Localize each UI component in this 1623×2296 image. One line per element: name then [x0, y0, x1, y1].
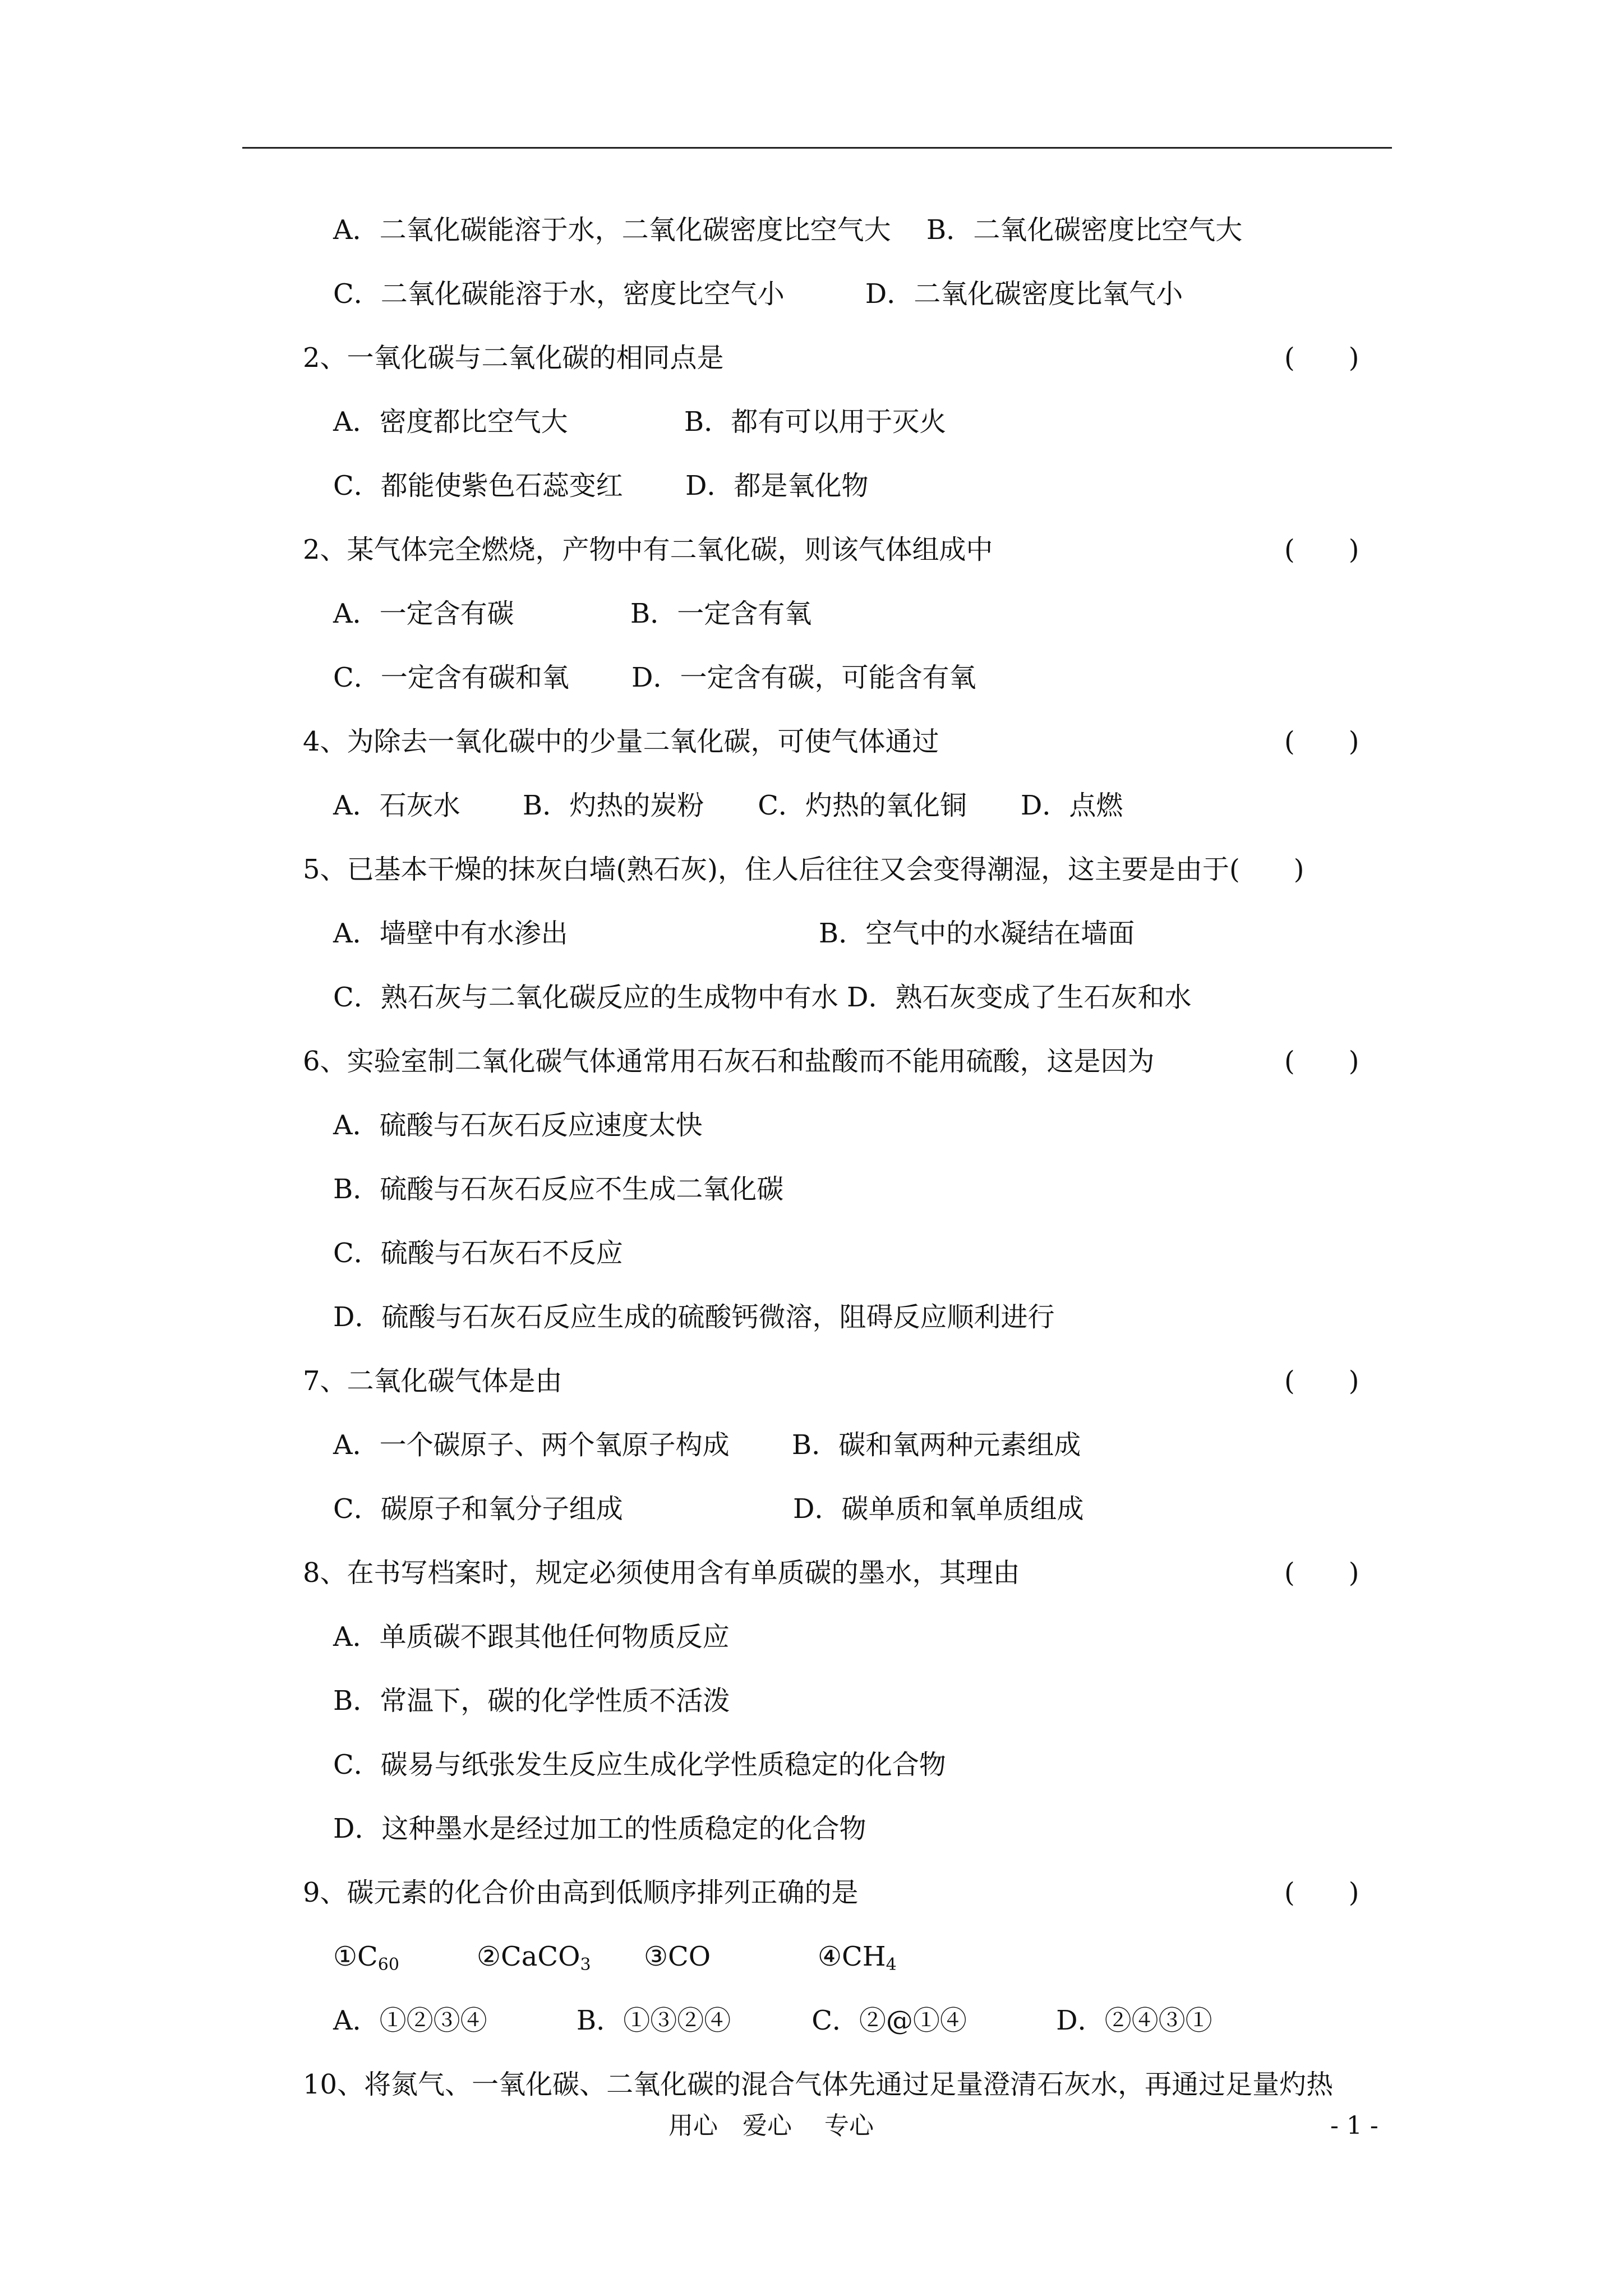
- question-8: 8、在书写档案时，规定必须使用含有单质碳的墨水，其理由: [303, 1557, 1020, 1589]
- answer-blank: ( ): [1284, 342, 1359, 374]
- option-line: B．常温下，碳的化学性质不活泼: [333, 1685, 730, 1717]
- option-line: C．硫酸与石灰石不反应: [333, 1237, 623, 1269]
- answer-blank: ( ): [1284, 534, 1359, 565]
- question-10: 10、将氮气、一氧化碳、二氧化碳的混合气体先通过足量澄清石灰水，再通过足量灼热: [303, 2069, 1334, 2100]
- question-7: 7、二氧化碳气体是由: [303, 1365, 562, 1397]
- option-line: A．密度都比空气大 B．都有可以用于灭火: [333, 406, 947, 438]
- answer-blank: ( ): [1284, 1365, 1359, 1397]
- footer-motto: 用心 爱心 专心: [668, 2111, 874, 2140]
- question-2b: 2、某气体完全燃烧，产物中有二氧化碳，则该气体组成中: [303, 534, 993, 565]
- option-line: A．一定含有碳 B．一定含有氧: [333, 598, 812, 629]
- formula-item: ③CO: [644, 1941, 711, 1972]
- option-line-q1-cd: C．二氧化碳能溶于水，密度比空气小 D．二氧化碳密度比氧气小: [333, 278, 1183, 310]
- option-line: A．石灰水 B．灼热的炭粉 C．灼热的氧化铜 D．点燃: [333, 790, 1123, 821]
- option-line: A．墙壁中有水渗出 B．空气中的水凝结在墙面: [333, 918, 1135, 949]
- option-line: C．熟石灰与二氧化碳反应的生成物中有水 D．熟石灰变成了生石灰和水: [333, 982, 1192, 1013]
- option-line: A．一个碳原子、两个氧原子构成 B．碳和氧两种元素组成: [333, 1429, 1081, 1461]
- option-line: A．硫酸与石灰石反应速度太快: [333, 1110, 703, 1141]
- option-line: C．一定含有碳和氧 D．一定含有碳，可能含有氧: [333, 662, 976, 693]
- formula-item: ②CaCO$_3$: [477, 1941, 591, 1975]
- option-line: A．单质碳不跟其他任何物质反应: [333, 1621, 730, 1653]
- option-line: C．都能使紫色石蕊变红 D．都是氧化物: [333, 470, 869, 501]
- question-4: 4、为除去一氧化碳中的少量二氧化碳，可使气体通过: [303, 726, 939, 757]
- option-line-q1-ab: A．二氧化碳能溶于水，二氧化碳密度比空气大 B．二氧化碳密度比空气大: [333, 214, 1243, 246]
- formula-item: $①C_{60}$: [333, 1941, 399, 1975]
- answer-blank: ( ): [1284, 1877, 1359, 1908]
- question-6: 6、实验室制二氧化碳气体通常用石灰石和盐酸而不能用硫酸，这是因为: [303, 1046, 1155, 1077]
- option-line: A．①②③④ B．①③②④ C．②@①④ D．②④③①: [333, 2005, 1212, 2036]
- answer-blank: ( ): [1284, 1046, 1359, 1077]
- option-line: B．硫酸与石灰石反应不生成二氧化碳: [333, 1174, 784, 1205]
- page-number: - 1 -: [1330, 2111, 1378, 2140]
- option-line: D．这种墨水是经过加工的性质稳定的化合物: [333, 1813, 866, 1844]
- question-5: 5、已基本干燥的抹灰白墙(熟石灰)，住人后往往又会变得潮湿，这主要是由于( ): [303, 854, 1304, 885]
- header-rule: [242, 147, 1392, 149]
- option-line: D．硫酸与石灰石反应生成的硫酸钙微溶，阻碍反应顺利进行: [333, 1301, 1055, 1333]
- option-line: C．碳原子和氧分子组成 D．碳单质和氧单质组成: [333, 1493, 1084, 1525]
- formula-item: $④CH_4$: [818, 1941, 897, 1975]
- question-9: 9、碳元素的化合价由高到低顺序排列正确的是: [303, 1877, 859, 1908]
- option-line: C．碳易与纸张发生反应生成化学性质稳定的化合物: [333, 1749, 946, 1780]
- question-2a: 2、一氧化碳与二氧化碳的相同点是: [303, 342, 724, 374]
- answer-blank: ( ): [1284, 1557, 1359, 1589]
- answer-blank: ( ): [1284, 726, 1359, 757]
